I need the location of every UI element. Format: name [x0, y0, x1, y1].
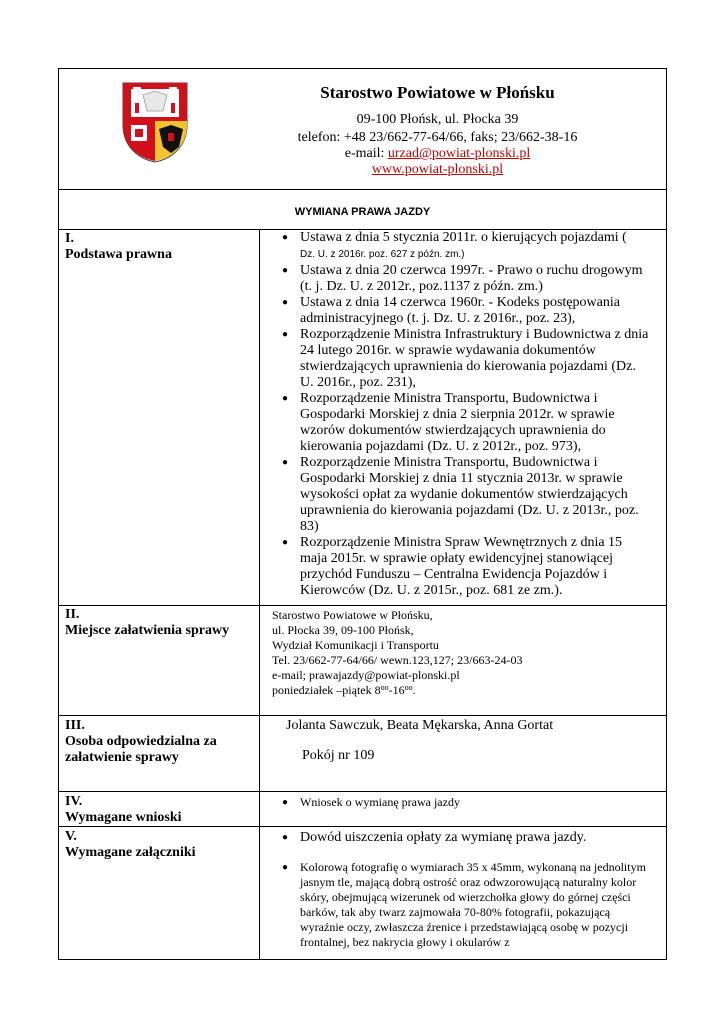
section-place — [59, 606, 667, 716]
list-item: ● Rozporządzenie Ministra Transportu, Budownictwa i Gospodarki Morskiej z dnia 11 stycznia 2013r. w sprawie wysokości opłat za wydanie dokumentów stwierdzających uprawnienia do kierowania pojazdami (Dz. U. z 2013r., poz. 83) — [282, 455, 639, 534]
office-website-line — [209, 162, 666, 178]
section-legal-basis — [59, 230, 667, 606]
room-number: Pokój nr 109 — [302, 748, 375, 763]
bullet-icon: ● — [282, 232, 289, 243]
section-attachments — [59, 827, 667, 960]
office-hours: poniedziałek –piątek $8^{oo}-16^{oo}$. — [272, 683, 416, 697]
list-item: ● Wniosek o wymianę prawa jazdy — [282, 795, 460, 809]
responsible-people: Jolanta Sawczuk, Beata Mękarska, Anna Gortat — [286, 718, 554, 733]
document-subtitle: WYMIANA PRAWA JAZDY — [294, 206, 431, 218]
office-email-line — [209, 146, 666, 162]
email-link[interactable]: urzad@powiat-plonski.pl — [387, 146, 531, 161]
header-box — [58, 68, 667, 190]
legal-basis-list — [260, 230, 666, 599]
place-details: Starostwo Powiatowe w Płońsku, ul. Płocka 39, 09-100 Płońsk, Wydział Komunikacji i Transportu Tel. 23/662-77-64/66/ wewn.123,127; 23/663-24-03 e-mail; prawajazdy@powiat-plonski.pl poniedziałek –piątek $8^{oo}-16^{oo}$. — [260, 606, 666, 698]
section-label: Podstawa prawna — [65, 247, 172, 262]
section-number: III. — [65, 718, 85, 733]
website-link[interactable]: www.powiat-plonski.pl — [371, 162, 504, 177]
section-number: V. — [65, 829, 77, 844]
info-table — [58, 229, 667, 960]
section-label: Miejsce załatwienia sprawy — [65, 623, 230, 638]
list-item: ● Rozporządzenie Ministra Spraw Wewnętrznych z dnia 15 maja 2015r. w sprawie opłaty ewidencyjnej stanowiącej przychód Funduszu – Centralna Ewidencja Pojazdów i Kierowców (Dz. U. z 2015r., poz. 681 ze zm.). — [282, 535, 623, 598]
section-responsible — [59, 716, 667, 792]
bullet-icon: ● — [282, 265, 289, 276]
bullet-icon: ● — [282, 329, 289, 340]
section-number: II. — [65, 607, 80, 622]
list-item: ● Ustawa z dnia 14 czerwca 1960r. - Kodeks postępowania administracyjnego (t. j. Dz. U. z 2016r., poz. 23), — [282, 295, 620, 326]
section-number: IV. — [65, 794, 83, 809]
list-item: ● Dowód uiszczenia opłaty za wymianę prawa jazdy. — [282, 830, 587, 845]
bullet-icon: ● — [282, 862, 289, 873]
list-item: ● Kolorową fotografię o wymiarach 35 x 45mm, wykonaną na jednolitym jasnym tle, mającą dobrą ostrość oraz odwzorowującą naturalny kolor skóry, obejmującą wizerunek od wierzchołka głowy do górnej części barków, tak aby twarz zajmowała 70-80% fotografii, pokazującą wyraźnie oczy, zwłaszcza źrenice i przedstawiającą osobę w pozycji frontalnej, bez nakrycia głowy i okularów z — [282, 860, 646, 949]
coat-of-arms-icon — [121, 81, 189, 163]
bullet-icon: ● — [282, 297, 289, 308]
email-label: e-mail: — [344, 146, 388, 161]
bullet-icon: ● — [282, 797, 289, 808]
list-item: ● Rozporządzenie Ministra Transportu, Budownictwa i Gospodarki Morskiej z dnia 2 sierpnia 2012r. w sprawie wzorów dokumentów stwierdzających uprawnienia do kierowania pojazdami (Dz. U. z 2012r., poz. 973), — [282, 391, 615, 454]
bullet-icon: ● — [282, 457, 289, 468]
section-label: Osoba odpowiedzialna za załatwienie sprawy — [65, 734, 217, 765]
office-phone: telefon: +48 23/662-77-64/66, faks; 23/662-38-16 — [297, 130, 578, 145]
section-label: Wymagane załączniki — [65, 845, 196, 860]
list-item: ● Ustawa z dnia 20 czerwca 1997r. - Prawo o ruchu drogowym (t. j. Dz. U. z 2012r., poz.1137 z późn. zm.) — [282, 263, 643, 294]
office-title: Starostwo Powiatowe w Płońsku — [320, 83, 555, 102]
section-number: I. — [65, 231, 74, 246]
section-applications — [59, 792, 667, 827]
section-label: Wymagane wnioski — [65, 810, 182, 825]
bullet-icon: ● — [282, 832, 289, 843]
subtitle-box — [58, 189, 667, 230]
list-item: ● Rozporządzenie Ministra Infrastruktury i Budownictwa z dnia 24 lutego 2016r. w sprawie wydawania dokumentów stwierdzających uprawnienia do kierowania pojazdami (Dz. U. 2016r., poz. 231), — [282, 327, 649, 390]
bullet-icon: ● — [282, 393, 289, 404]
bullet-icon: ● — [282, 537, 289, 548]
list-item: ● Ustawa z dnia 5 stycznia 2011r. o kierujących pojazdami ( Dz. U. z 2016r. poz. 627 z późn. zm.) — [282, 230, 627, 260]
office-address: 09-100 Płońsk, ul. Płocka 39 — [356, 112, 519, 127]
